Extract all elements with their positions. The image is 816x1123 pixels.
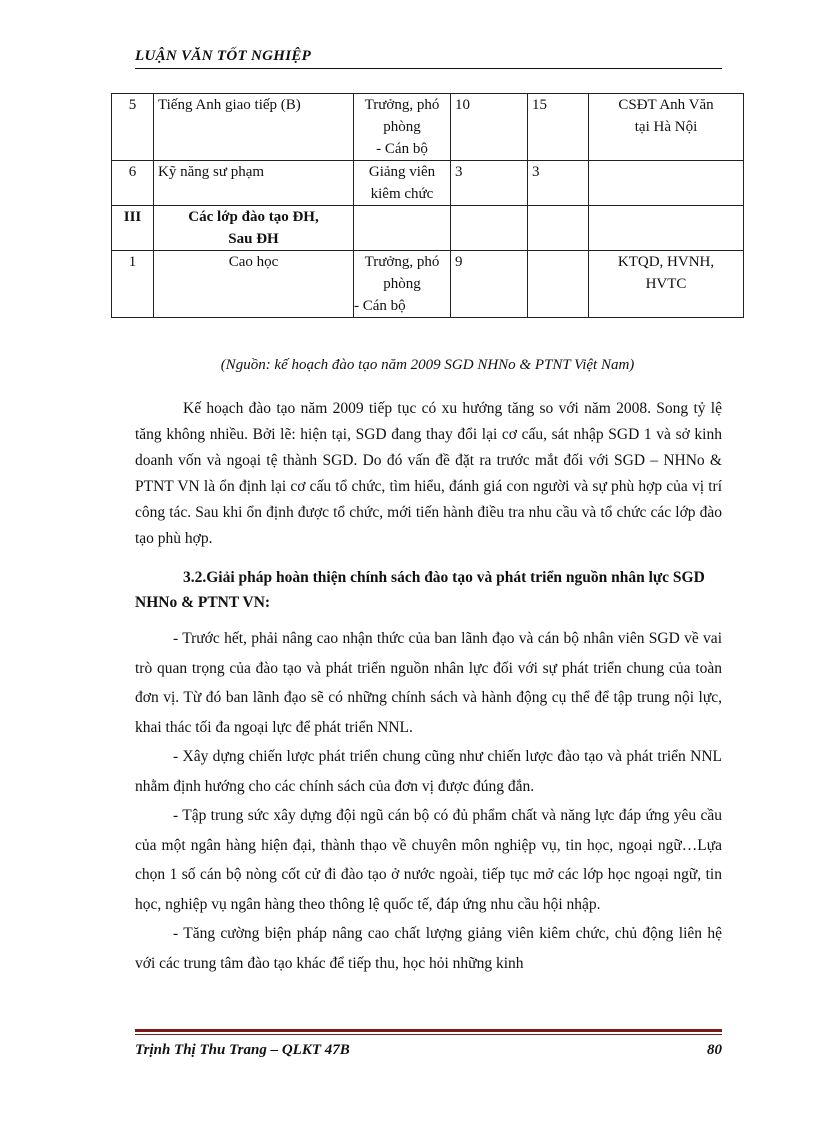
participants-cell	[354, 206, 451, 251]
footer-divider-thin	[135, 1034, 722, 1035]
section-number: III	[112, 206, 154, 251]
place-line: KTQD, HVNH,	[617, 254, 715, 270]
course-name: Kỹ năng sư phạm	[154, 161, 354, 206]
participants-cell	[354, 251, 451, 318]
table-row	[112, 161, 744, 206]
place-line: CSĐT Anh Văn	[618, 97, 714, 113]
solutions-list	[135, 624, 722, 978]
list-item: - Tăng cường biện pháp nâng cao chất lượng giảng viên kiêm chức, chủ động liên hệ với các trung tâm đào tạo khác để tiếp thu, học hỏi những kinh	[135, 925, 722, 972]
page-number: 80	[707, 1042, 722, 1058]
page-header-title: LUẬN VĂN TỐT NGHIỆP	[135, 48, 312, 64]
footer-author: Trịnh Thị Thu Trang – QLKT 47B	[135, 1042, 350, 1058]
participants-line: - Cán bộ	[354, 298, 406, 314]
count-cell	[528, 251, 589, 318]
participants-line: kiêm chức	[370, 186, 434, 202]
training-plan-table	[111, 93, 744, 318]
participants-line: phòng	[383, 119, 421, 135]
header-divider	[135, 68, 722, 69]
training-place-cell	[589, 251, 744, 318]
section-name-line: Sau ĐH	[228, 231, 279, 247]
course-name: Tiếng Anh giao tiếp (B)	[154, 94, 354, 161]
participants-line: Giảng viên	[368, 164, 436, 180]
count-cell	[528, 206, 589, 251]
count-cell: 10	[451, 94, 528, 161]
count-cell: 15	[528, 94, 589, 161]
count-cell: 3	[451, 161, 528, 206]
row-number: 1	[112, 251, 154, 318]
participants-cell	[354, 94, 451, 161]
training-place-cell	[589, 206, 744, 251]
training-place-cell	[589, 161, 744, 206]
participants-line: phòng	[383, 276, 421, 292]
row-number: 6	[112, 161, 154, 206]
participants-line: Trưởng, phó	[364, 254, 440, 270]
table-row	[112, 206, 744, 251]
list-item: - Xây dựng chiến lược phát triển chung cũng như chiến lược đào tạo và phát triển NNL nhằm định hướng cho các chính sách của đơn vị được đúng đắn.	[135, 748, 722, 795]
training-place-cell	[589, 94, 744, 161]
place-line: tại Hà Nội	[634, 119, 698, 135]
list-item: - Trước hết, phải nâng cao nhận thức của ban lãnh đạo và cán bộ nhân viên SGD về vai trò quan trọng của đào tạo và phát triển nguồn nhân lực đối với sự phát triển chung của toàn đơn vị. Từ đó ban lãnh đạo sẽ có những chính sách và hành động cụ thể để tập trung nội lực, khai thác tối đa ngoại lực để phát triển NNL.	[135, 630, 722, 736]
body-paragraph: Kế hoạch đào tạo năm 2009 tiếp tục có xu hướng tăng so với năm 2008. Song tỷ lệ tăng không nhiều. Bởi lẽ: hiện tại, SGD đang thay đổi lại cơ cấu, sát nhập SGD 1 và sở kinh doanh vốn và ngoại tệ thành SGD. Do đó vấn đề đặt ra trước mắt đối với SGD – NHNo & PTNT VN là ổn định lại cơ cấu tổ chức, tìm hiểu, đánh giá con người và sự phù hợp của vị trí công tác. Sau khi ổn định được tổ chức, mới tiến hành điều tra nhu cầu và tổ chức các lớp đào tạo phù hợp.	[135, 400, 722, 547]
section-heading: 3.2.Giải pháp hoàn thiện chính sách đào tạo và phát triển nguồn nhân lực SGD NHNo & PTNT VN:	[135, 569, 705, 611]
count-cell: 3	[528, 161, 589, 206]
participants-line: - Cán bộ	[376, 141, 428, 157]
count-cell	[451, 206, 528, 251]
section-name-line: Các lớp đào tạo ĐH,	[188, 209, 319, 225]
list-item: - Tập trung sức xây dựng đội ngũ cán bộ có đủ phẩm chất và năng lực đáp ứng yêu cầu của một ngân hàng hiện đại, thành thạo về chuyên môn nghiệp vụ, tin học, ngoại ngữ…Lựa chọn 1 số cán bộ nòng cốt cử đi đào tạo ở nước ngoài, tiếp tục mở các lớp học ngoại ngữ, tin học, nghiệp vụ ngân hàng theo thông lệ quốc tế, đáp ứng nhu cầu hội nhập.	[135, 807, 722, 913]
section-name	[154, 206, 354, 251]
participants-line: Trưởng, phó	[364, 97, 440, 113]
row-number: 5	[112, 94, 154, 161]
table-source-note: (Nguồn: kế hoạch đào tạo năm 2009 SGD NHNo & PTNT Việt Nam)	[220, 357, 635, 373]
footer-divider	[135, 1029, 722, 1032]
table-row	[112, 94, 744, 161]
participants-cell	[354, 161, 451, 206]
count-cell: 9	[451, 251, 528, 318]
course-name: Cao học	[154, 251, 354, 318]
place-line: HVTC	[645, 276, 687, 292]
table-row	[112, 251, 744, 318]
